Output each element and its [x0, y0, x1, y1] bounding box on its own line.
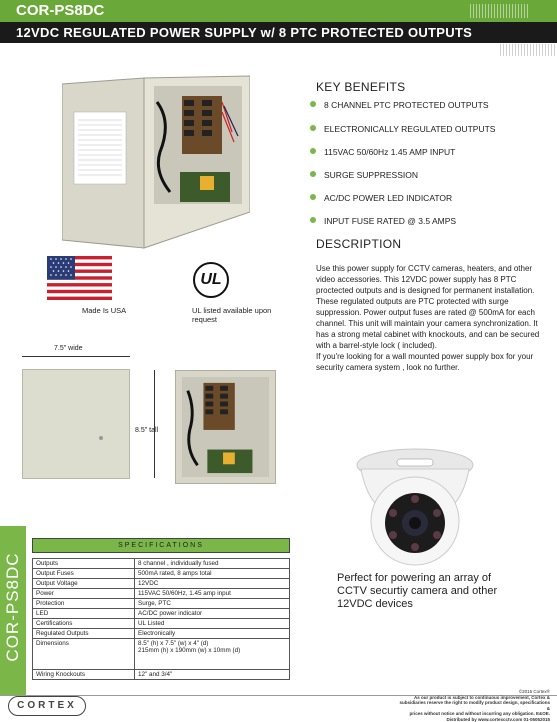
- closed-cabinet-image: [22, 369, 130, 479]
- specifications-header: SPECIFICATIONS: [32, 538, 290, 553]
- camera-caption: Perfect for powering an array of CCTV securtiy camera and other 12VDC devices: [337, 572, 498, 610]
- table-row: Output Fuses 500mA rated, 8 amps total: [33, 569, 290, 579]
- product-subtitle: 12VDC REGULATED POWER SUPPLY w/ 8 PTC PROTECTED OUTPUTS: [16, 25, 473, 40]
- header-pattern: [470, 4, 530, 18]
- ul-caption: UL listed available upon request: [192, 306, 272, 324]
- side-model-label: COR-PS8DC: [3, 552, 22, 662]
- key-benefits-title: KEY BENEFITS: [316, 80, 406, 94]
- benefit-item: SURGE SUPPRESSION: [310, 170, 550, 184]
- table-row: Output Voltage 12VDC: [33, 579, 290, 589]
- specifications-table: [32, 558, 290, 680]
- brand-logo: CORTEX: [8, 696, 86, 716]
- description-paragraph-2: If you're looking for a wall mounted power supply box for your security camera system , look no further.: [316, 352, 534, 372]
- header-bar: [0, 0, 557, 22]
- bullet-icon: [310, 125, 316, 131]
- open-cabinet-image: [175, 370, 276, 484]
- benefit-item: 8 CHANNEL PTC PROTECTED OUTPUTS: [310, 100, 550, 114]
- height-dimension-label: 8.5" tall: [135, 427, 159, 434]
- description-paragraph: Use this power supply for CCTV cameras, heaters, and other video accessories. This 12VDC power supply has 8 PTC proctected outputs and is designed for permanent installation. These regulated outputs are PTC protected with surge suppression. Power output fuses are rated @ 500mA for each channel. This unit will maintain your camera synchronization. It has a strong metal cabinet with knockouts, and can be secured with a barrel-style lock ( included).: [316, 264, 540, 350]
- bullet-icon: [310, 217, 316, 223]
- ul-logo-icon: UL: [193, 262, 229, 298]
- bullet-icon: [310, 101, 316, 107]
- table-row: Dimensions 8.5" (h) x 7.5" (w) x 4" (d) 215mm (h) x 190mm (w) x 10mm (d): [33, 639, 290, 670]
- table-row: Certifications UL Listed: [33, 619, 290, 629]
- header-pattern-2: [500, 44, 557, 56]
- benefit-item: 115VAC 50/60Hz 1.45 AMP INPUT: [310, 147, 550, 161]
- dome-camera-image: [355, 443, 475, 568]
- description-body: [316, 263, 544, 373]
- description-title: DESCRIPTION: [316, 237, 402, 251]
- benefit-item: ELECTRONICALLY REGULATED OUTPUTS: [310, 124, 550, 138]
- bullet-icon: [310, 148, 316, 154]
- benefit-item: AC/DC POWER LED INDICATOR: [310, 193, 550, 207]
- table-row: Regulated Outputs Electronically: [33, 629, 290, 639]
- model-title: COR-PS8DC: [16, 2, 105, 19]
- product-image-open-cabinet: [62, 72, 250, 254]
- bullet-icon: [310, 171, 316, 177]
- table-row: Outputs 8 channel , individually fused: [33, 559, 290, 569]
- width-dimension-label: 7.5" wide: [54, 345, 83, 352]
- us-flag-icon: [47, 256, 112, 300]
- fine-print: ©2015 Cortex® As our product is subject to continuous improvement, Cortex & subsidiaries reserve the right to modify product design, specifications & prices without notice and without incurring any obligation. E&OE. Distributed by www.cortexcctv.com 01-05052015: [399, 689, 550, 722]
- width-dimension-line: [22, 356, 130, 357]
- height-dimension-line: [154, 370, 155, 478]
- bullet-icon: [310, 194, 316, 200]
- table-row: Wiring Knockouts 12" and 3/4": [33, 670, 290, 680]
- flag-caption: Made Is USA: [82, 306, 127, 315]
- table-row: Power 115VAC 50/60Hz, 1.45 amp input: [33, 589, 290, 599]
- lock-icon: [99, 436, 103, 440]
- table-row: LED AC/DC power indicator: [33, 609, 290, 619]
- benefit-item: INPUT FUSE RATED @ 3.5 AMPS: [310, 216, 550, 230]
- table-row: Protection Surge, PTC: [33, 599, 290, 609]
- subtitle-bar: [0, 22, 557, 43]
